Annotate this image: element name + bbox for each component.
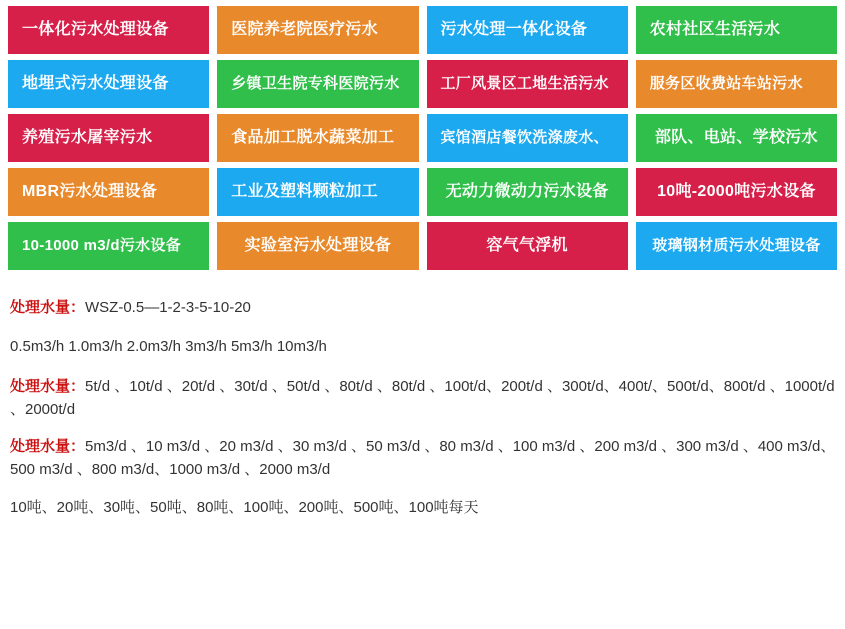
- product-tag[interactable]: [217, 114, 418, 162]
- product-tag-label: 污水处理一体化设备: [440, 21, 588, 39]
- product-tag-label: 工业及塑料颗粒加工: [231, 183, 378, 201]
- product-tag-label: 实验室污水处理设备: [244, 237, 392, 255]
- spec-line: [10, 375, 837, 422]
- product-tag-grid: [8, 6, 837, 270]
- spec-label: 处理水量：: [10, 438, 86, 455]
- product-tag-label: 一体化污水处理设备: [22, 21, 169, 39]
- product-tag[interactable]: [427, 60, 628, 108]
- product-tag[interactable]: [217, 6, 418, 54]
- product-tag-label: 地埋式污水处理设备: [22, 75, 169, 93]
- product-tag-label: 服务区收费站车站污水: [649, 74, 803, 92]
- product-tag-label: 容气气浮机: [486, 237, 568, 255]
- product-tag[interactable]: [636, 6, 837, 54]
- spec-value: 0.5m3/h 1.0m3/h 2.0m3/h 3m3/h 5m3/h 10m3/h: [10, 338, 327, 356]
- product-tag[interactable]: [427, 114, 628, 162]
- product-tag[interactable]: [636, 222, 837, 270]
- product-tag[interactable]: [427, 168, 628, 216]
- product-tag[interactable]: [8, 60, 209, 108]
- product-tag[interactable]: [636, 60, 837, 108]
- spec-line: [10, 335, 837, 358]
- product-tag-label: 部队、电站、学校污水: [654, 129, 818, 147]
- product-tag[interactable]: [8, 114, 209, 162]
- spec-label: 处理水量：: [10, 299, 86, 316]
- spec-line: [10, 296, 837, 319]
- product-tag-label: 10吨-2000吨污水设备: [657, 183, 816, 201]
- spec-value: 5t/d 、10t/d 、20t/d 、30t/d 、50t/d 、80t/d 、80t/d 、100t/d、200t/d 、300t/d、400t/、500t/d、800t/d 、1000t/d 、2000t/d: [10, 377, 835, 418]
- product-tag-label: 10-1000 m3/d污水设备: [22, 236, 182, 254]
- product-tag[interactable]: [217, 222, 418, 270]
- product-tag[interactable]: [636, 168, 837, 216]
- product-tag-label: 无动力微动力污水设备: [445, 183, 609, 201]
- spec-line: [10, 435, 837, 482]
- product-tag[interactable]: [427, 222, 628, 270]
- product-tag-label: 医院养老院医疗污水: [231, 21, 378, 39]
- product-tag-label: 食品加工脱水蔬菜加工: [231, 129, 395, 147]
- product-tag-label: 乡镇卫生院专科医院污水: [231, 74, 400, 92]
- product-tag-label: 工厂风景区工地生活污水: [440, 74, 609, 92]
- spec-value: WSZ-0.5—1-2-3-5-10-20: [85, 299, 251, 316]
- spec-list: [8, 296, 837, 519]
- product-tag[interactable]: [8, 168, 209, 216]
- product-tag-label: 农村社区生活污水: [649, 21, 781, 39]
- product-tag[interactable]: [8, 222, 209, 270]
- product-tag-label: 宾馆酒店餐饮洗涤废水、: [440, 128, 609, 146]
- spec-line: [10, 496, 837, 519]
- product-tag[interactable]: [8, 6, 209, 54]
- product-tag[interactable]: [217, 60, 418, 108]
- spec-value: 5m3/d 、10 m3/d 、20 m3/d 、30 m3/d 、50 m3/d 、80 m3/d 、100 m3/d 、200 m3/d 、300 m3/d 、400 m3/d、500 m3/d 、800 m3/d、1000 m3/d 、2000 m3/d: [10, 438, 836, 479]
- product-tag-label: MBR污水处理设备: [22, 183, 158, 201]
- product-tag-label: 养殖污水屠宰污水: [22, 129, 153, 147]
- spec-value: 10吨、20吨、30吨、50吨、80吨、100吨、200吨、500吨、100吨每天: [10, 498, 479, 516]
- product-tag-label: 玻璃钢材质污水处理设备: [652, 236, 821, 254]
- product-tag[interactable]: [636, 114, 837, 162]
- product-tag[interactable]: [217, 168, 418, 216]
- spec-label: 处理水量：: [10, 377, 86, 395]
- product-tag[interactable]: [427, 6, 628, 54]
